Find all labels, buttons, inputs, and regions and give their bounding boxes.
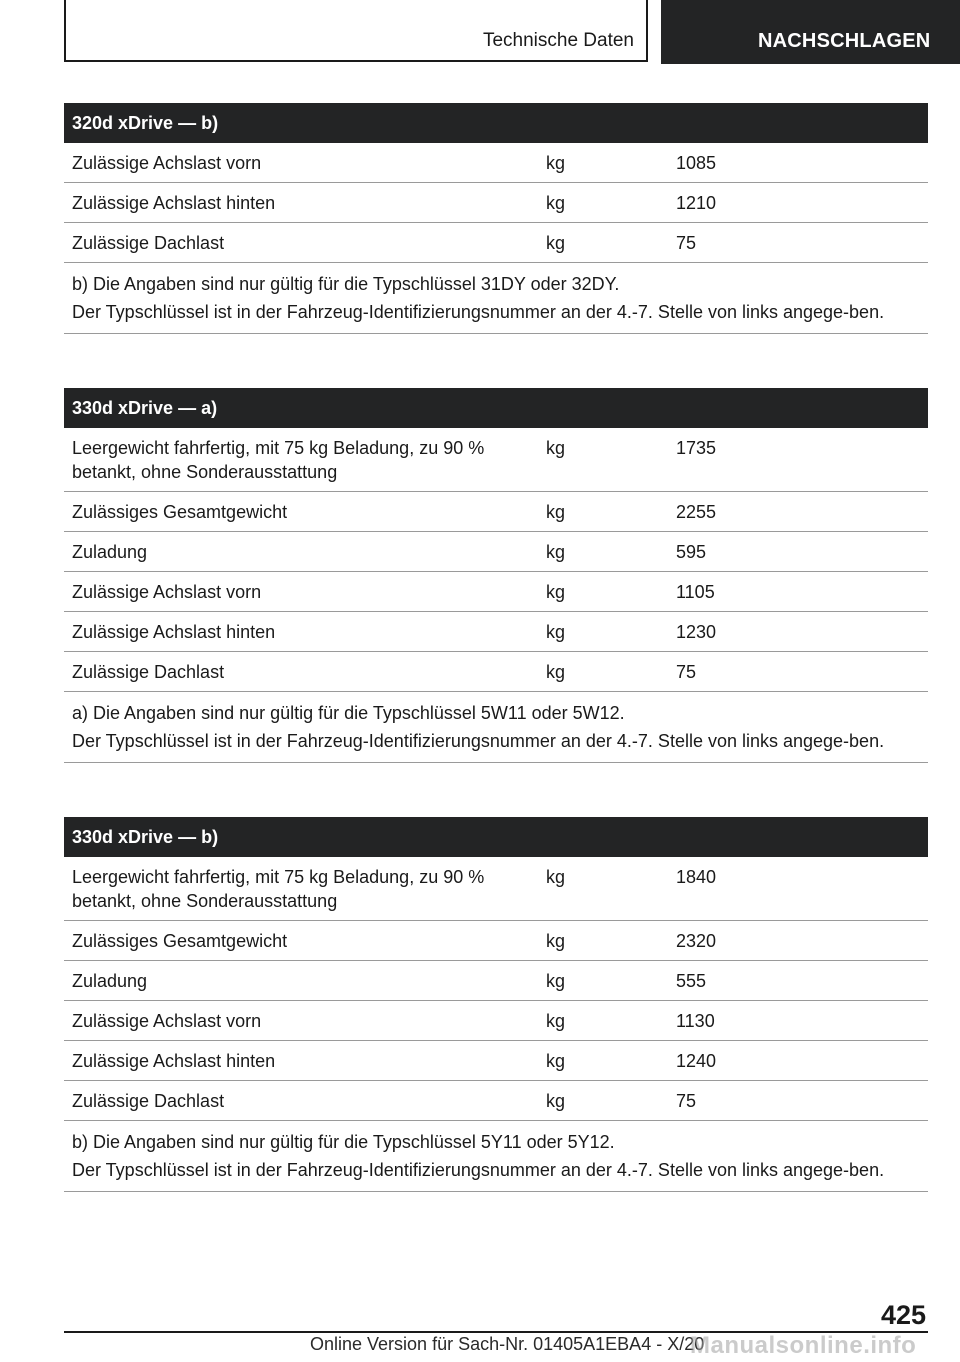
table-heading: 330d xDrive — b) xyxy=(64,817,928,857)
table-row xyxy=(64,1001,928,1041)
row-label: Zuladung xyxy=(72,971,148,991)
row-unit: kg xyxy=(546,971,566,991)
table-heading: 330d xDrive — a) xyxy=(64,388,928,428)
table-row xyxy=(64,143,928,183)
row-value: 75 xyxy=(676,662,697,682)
table-row xyxy=(64,1081,928,1121)
row-value: 1085 xyxy=(676,153,717,173)
row-label: Zulässige Achslast vorn xyxy=(72,582,262,602)
row-value: 1230 xyxy=(676,622,717,642)
footnote: Der Typschlüssel ist in der Fahrzeug-Identifizierungsnummer an der 4.-7. Stelle von links angege-ben. xyxy=(72,731,885,751)
watermark-text: Manualsonline.info xyxy=(690,1332,917,1359)
row-unit: kg xyxy=(546,542,566,562)
row-value: 555 xyxy=(676,971,707,991)
table-row xyxy=(64,652,928,692)
footnote: a) Die Angaben sind nur gültig für die Typschlüssel 5W11 oder 5W12. xyxy=(72,703,625,723)
row-label: Zulässige Achslast hinten xyxy=(72,193,276,213)
row-unit: kg xyxy=(546,438,566,458)
row-label: Zulässige Achslast vorn xyxy=(72,1011,262,1031)
row-unit: kg xyxy=(546,1011,566,1031)
row-value: 1210 xyxy=(676,193,717,213)
header-section-box xyxy=(64,0,648,62)
section-title: Technische Daten xyxy=(482,30,634,51)
row-label: Zulässige Dachlast xyxy=(72,1091,225,1111)
row-unit: kg xyxy=(546,1091,566,1111)
row-unit: kg xyxy=(546,662,566,682)
table-footnotes xyxy=(64,1121,928,1192)
row-label: Zulässige Dachlast xyxy=(72,662,225,682)
footnote: b) Die Angaben sind nur gültig für die Typschlüssel 5Y11 oder 5Y12. xyxy=(72,1132,615,1152)
row-unit: kg xyxy=(546,867,566,887)
online-version-text: Online Version für Sach-Nr. 01405A1EBA4 - X/20 xyxy=(310,1334,705,1354)
row-value: 2255 xyxy=(676,502,717,522)
row-label: Zulässige Achslast hinten xyxy=(72,622,276,642)
row-value: 2320 xyxy=(676,931,717,951)
table-row xyxy=(64,961,928,1001)
table-footnotes xyxy=(64,692,928,763)
spec-table-330d-xdrive-b xyxy=(64,817,928,1192)
spec-table-320d-xdrive-b xyxy=(64,103,928,334)
table-heading: 320d xDrive — b) xyxy=(64,103,928,143)
row-label: Zuladung xyxy=(72,542,148,562)
row-value: 1240 xyxy=(676,1051,717,1071)
row-unit: kg xyxy=(546,193,566,213)
row-unit: kg xyxy=(546,502,566,522)
table-row xyxy=(64,1041,928,1081)
footnote: Der Typschlüssel ist in der Fahrzeug-Identifizierungsnummer an der 4.-7. Stelle von links angege-ben. xyxy=(72,302,885,322)
row-value: 75 xyxy=(676,1091,697,1111)
footnote: Der Typschlüssel ist in der Fahrzeug-Identifizierungsnummer an der 4.-7. Stelle von links angege-ben. xyxy=(72,1160,885,1180)
spec-table-330d-xdrive-a xyxy=(64,388,928,763)
row-unit: kg xyxy=(546,233,566,253)
row-label: Leergewicht fahrfertig, mit 75 kg Beladung, zu 90 % betankt, ohne Sonderausstattung xyxy=(72,438,485,482)
table-row xyxy=(64,857,928,921)
row-value: 1105 xyxy=(676,582,715,602)
row-unit: kg xyxy=(546,622,566,642)
row-label: Zulässige Achslast vorn xyxy=(72,153,262,173)
row-value: 1840 xyxy=(676,867,717,887)
row-value: 595 xyxy=(676,542,707,562)
row-unit: kg xyxy=(546,153,566,173)
footnote: b) Die Angaben sind nur gültig für die Typschlüssel 31DY oder 32DY. xyxy=(72,274,620,294)
table-row xyxy=(64,572,928,612)
table-row xyxy=(64,612,928,652)
row-label: Leergewicht fahrfertig, mit 75 kg Beladung, zu 90 % betankt, ohne Sonderausstattung xyxy=(72,867,485,911)
row-unit: kg xyxy=(546,582,566,602)
table-row xyxy=(64,428,928,492)
table-row xyxy=(64,532,928,572)
page-number: 425 xyxy=(880,1300,926,1330)
table-row xyxy=(64,183,928,223)
table-row xyxy=(64,492,928,532)
row-value: 75 xyxy=(676,233,697,253)
row-label: Zulässiges Gesamtgewicht xyxy=(72,931,288,951)
row-label: Zulässiges Gesamtgewicht xyxy=(72,502,288,522)
row-label: Zulässige Achslast hinten xyxy=(72,1051,276,1071)
row-value: 1735 xyxy=(676,438,717,458)
row-unit: kg xyxy=(546,1051,566,1071)
row-unit: kg xyxy=(546,931,566,951)
row-label: Zulässige Dachlast xyxy=(72,233,225,253)
table-row xyxy=(64,921,928,961)
header-tab xyxy=(661,0,960,64)
table-row xyxy=(64,223,928,263)
row-value: 1130 xyxy=(676,1011,715,1031)
table-footnotes xyxy=(64,263,928,334)
tab-label: NACHSCHLAGEN xyxy=(758,30,931,52)
